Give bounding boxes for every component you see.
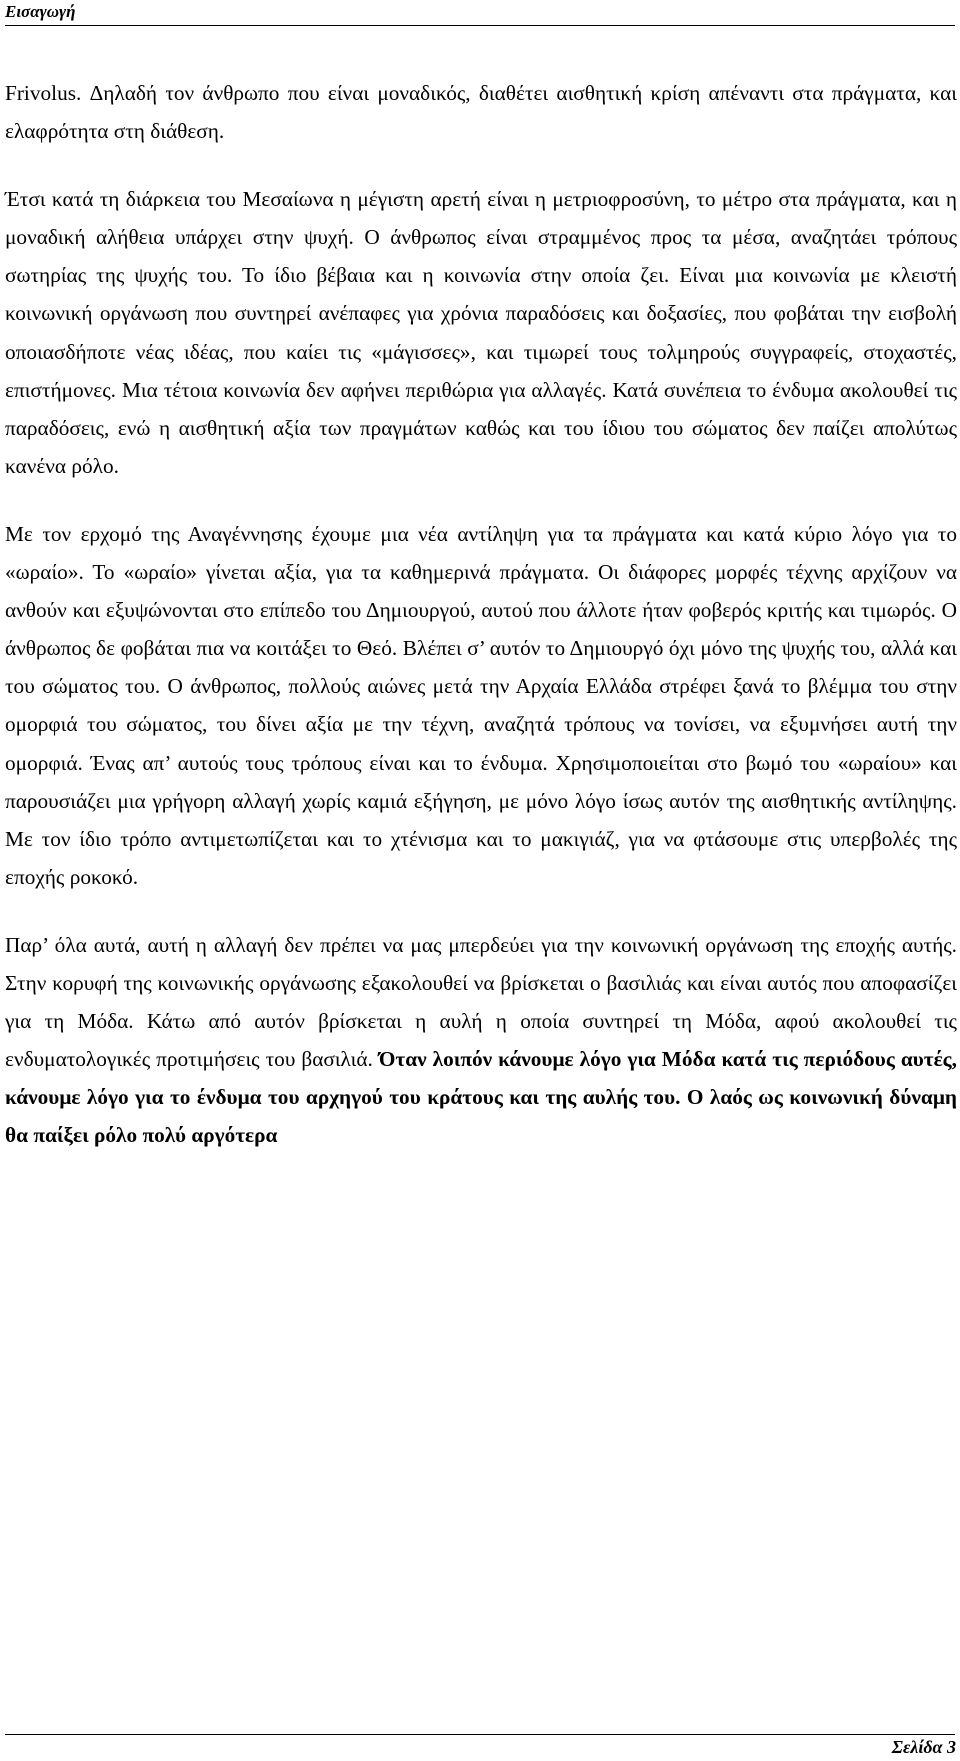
paragraph-4 — [5, 926, 957, 1155]
paragraph-text: Με τον ερχομό της Αναγέννησης έχουμε μια νέα αντίληψη για τα πράγματα και κατά κύριο λόγο για το «ωραίο». Το «ωραίο» γίνεται αξία, για τα καθημερινά πράγματα. Οι διάφορες μορφές τέχνης αρχίζουν να ανθούν και εξυψώνονται στο επίπεδο του Δημιουργού, αυτού που άλλοτε ήταν φοβερός κριτής και τιμωρός. Ο άνθρωπος δε φοβάται πια να κοιτάξει το Θεό. Βλέπει σ’ αυτόν το Δημιουργό όχι μόνο της ψυχής του, αλλά και του σώματος του. Ο άνθρωπος, πολλούς αιώνες μετά την Αρχαία Ελλάδα στρέφει ξανά το βλέμμα του στην ομορφιά του σώματος, του δίνει αξία με την τέχνη, αναζητά τρόπους να τονίσει, να εξυμνήσει αυτή την ομορφιά. Ένας απ’ αυτούς τους τρόπους είναι και το ένδυμα. Χρησιμοποιείται στο βωμό του «ωραίου» και παρουσιάζει μια γρήγορη αλλαγή χωρίς καμιά εξήγηση, με μόνο λόγο ίσως αυτόν της αισθητικής αντίληψης. Με τον ίδιο τρόπο αντιμετωπίζεται και το χτένισμα και το μακιγιάζ, για να φτάσουμε στις υπερβολές της εποχής ροκοκό. — [5, 521, 957, 889]
section-title: Εισαγωγή — [5, 2, 76, 21]
paragraph-bold-text: Όταν λοιπόν κάνουμε λόγο για Μόδα κατά τις περιόδους αυτές, κάνουμε λόγο για το ένδυμα του αρχηγού του κράτους και της αυλής του. Ο λαός ως κοινωνική δύναμη θα παίξει ρόλο πολύ αργότερα — [5, 1047, 957, 1148]
document-body — [5, 74, 957, 1184]
paragraph-3 — [5, 515, 957, 896]
paragraph-1 — [5, 74, 957, 150]
footer-rule — [5, 1734, 955, 1735]
paragraph-text: Παρ’ όλα αυτά, αυτή η αλλαγή δεν πρέπει να μας μπερδεύει για την κοινωνική οργάνωση της εποχής αυτής. Στην κορυφή της κοινωνικής οργάνωσης εξακολουθεί να βρίσκεται ο βασιλιάς και είναι αυτός που αποφασίζει για τη Μόδα. Κάτω από αυτόν βρίσκεται η αυλή η οποία συντηρεί τη Μόδα, αφού ακολουθεί τις ενδυματολογικές προτιμήσεις του βασιλιά. — [5, 932, 957, 1072]
running-header — [5, 1, 955, 26]
paragraph-2 — [5, 180, 957, 485]
paragraph-text: Έτσι κατά τη διάρκεια του Μεσαίωνα η μέγιστη αρετή είναι η μετριοφροσύνη, το μέτρο στα πράγματα, και η μοναδική αλήθεια υπάρχει στην ψυχή. Ο άνθρωπος είναι στραμμένος προς τα μέσα, αναζητάει τρόπους σωτηρίας της ψυχής του. Το ίδιο βέβαια και η κοινωνία στην οποία ζει. Είναι μια κοινωνία με κλειστή κοινωνική οργάνωση που συντηρεί ανέπαφες για χρόνια παραδόσεις και δοξασίες, που φοβάται την εισβολή οποιασδήποτε νέας ιδέας, που καίει τις «μάγισσες», και τιμωρεί τους τολμηρούς συγγραφείς, στοχαστές, επιστήμονες. Μια τέτοια κοινωνία δεν αφήνει περιθώρια για αλλαγές. Κατά συνέπεια το ένδυμα ακολουθεί τις παραδόσεις, ενώ η αισθητική αξία των πραγμάτων καθώς και του ίδιου του σώματος δεν παίζει απολύτως κανένα ρόλο. — [5, 187, 957, 478]
page-number: Σελίδα 3 — [891, 1737, 956, 1757]
paragraph-text: Frivolus. Δηλαδή τον άνθρωπο που είναι μοναδικός, διαθέτει αισθητική κρίση απέναντι στα πράγματα, και ελαφρότητα στη διάθεση. — [5, 81, 957, 144]
